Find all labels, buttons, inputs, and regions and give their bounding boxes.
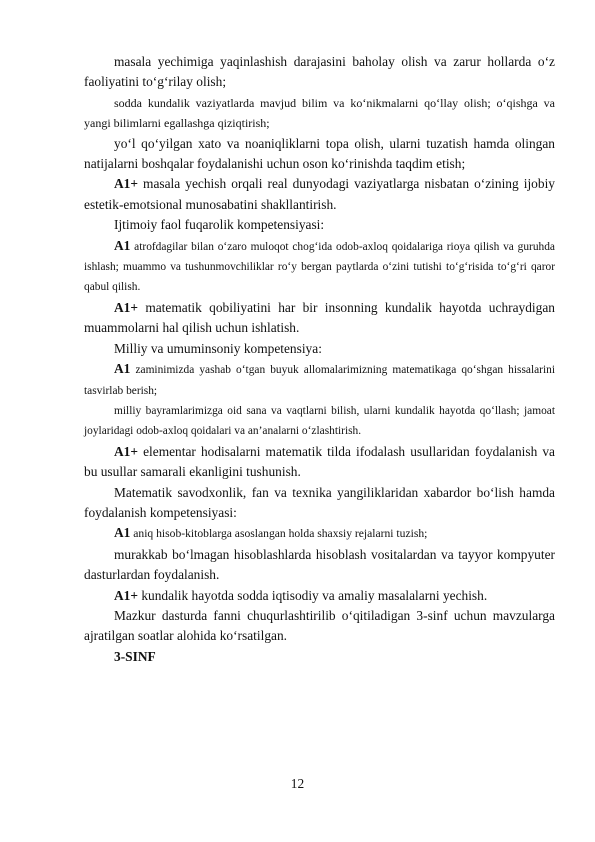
paragraph-15 — [84, 586, 555, 606]
level-label: A1 — [114, 361, 131, 377]
grade-heading-text: 3-SINF — [114, 648, 156, 664]
grade-heading — [84, 647, 555, 667]
paragraph-text: milliy bayramlarimizga oid sana va vaqtlarni bilish, ularni kundalik hayotda qo‘llash; jamoat joylaridagi odob-axloq qoidalari va an’analarni o‘zlashtirish. — [84, 404, 555, 438]
level-label: A1+ — [114, 587, 138, 603]
paragraph-11 — [84, 442, 555, 483]
page-number: 12 — [290, 776, 305, 791]
paragraph-text: masala yechimiga yaqinlashish darajasini baholay olish va zarur hollarda o‘z faoliyatini to‘g‘rilay olish; — [84, 54, 555, 90]
paragraph-text: matematik qobiliyatini har bir insonning kundalik hayotda uchraydigan muammolarni hal qilish uchun ishlatish. — [84, 299, 555, 336]
paragraph-7 — [84, 298, 555, 339]
paragraph-4 — [84, 174, 555, 215]
paragraph-12 — [84, 483, 555, 524]
paragraph-6 — [84, 236, 555, 298]
paragraph-text: kundalik hayotda sodda iqtisodiy va amaliy masalalarni yechish. — [138, 587, 488, 603]
paragraph-2 — [84, 93, 555, 134]
level-label: A1+ — [114, 299, 138, 315]
paragraph-text: atrofdagilar bilan o‘zaro muloqot chog‘ida odob-axloq qoidalariga rioya qilish va guruhda ishlash; muammo va tushunmovchiliklar ro‘y bergan paytlarda o‘zini tutishi to‘g‘risida to‘g‘ri qaror qabul qilish. — [84, 240, 555, 294]
section-heading: Ijtimoiy faol fuqarolik kompetensiyasi: — [114, 217, 325, 233]
paragraph-1 — [84, 52, 555, 93]
section-heading: Matematik savodxonlik, fan va texnika yangiliklaridan xabardor bo‘lish hamda foydalanish kompetensiyasi: — [84, 484, 555, 520]
paragraph-10 — [84, 401, 555, 442]
paragraph-text: zaminimizda yashab o‘tgan buyuk allomalarimizning matematikaga qo‘shgan hissalarini tasvirlab berish; — [84, 364, 555, 397]
section-heading: Milliy va umuminsoniy kompetensiya: — [114, 340, 322, 356]
level-label: A1+ — [114, 443, 138, 459]
paragraph-9 — [84, 359, 555, 401]
paragraph-8 — [84, 339, 555, 359]
paragraph-text: masala yechish orqali real dunyodagi vaziyatlarga nisbatan o‘zining ijobiy estetik-emotsional munosabatini shakllantirish. — [84, 176, 555, 212]
paragraph-14 — [84, 545, 555, 586]
paragraph-5 — [84, 215, 555, 235]
level-label: A1 — [114, 237, 131, 253]
paragraph-13 — [84, 523, 555, 544]
paragraph-text: aniq hisob-kitoblarga asoslangan holda shaxsiy rejalarni tuzish; — [130, 527, 428, 541]
paragraph-text: elementar hodisalarni matematik tilda ifodalash usullaridan foydalanish va bu usullar samarali ekanligini tushunish. — [84, 443, 555, 480]
page-body — [84, 52, 555, 667]
level-label: A1+ — [114, 176, 138, 192]
paragraph-16 — [84, 606, 555, 647]
paragraph-text: murakkab bo‘lmagan hisoblashlarda hisoblash vositalardan va tayyor kompyuter dasturlardan foydalanish. — [84, 546, 555, 583]
level-label: A1 — [114, 525, 131, 541]
paragraph-text: sodda kundalik vaziyatlarda mavjud bilim va ko‘nikmalarni qo‘llay olish; o‘qishga va yangi bilimlarni egallashga qiziqtirish; — [84, 95, 555, 131]
paragraph-text: yo‘l qo‘yilgan xato va noaniqliklarni topa olish, ularni tuzatish hamda olingan natijalarni boshqalar foydalanishi uchun oson ko‘rinishda taqdim etish; — [84, 135, 555, 172]
paragraph-text: Mazkur dasturda fanni chuqurlashtirilib o‘qitiladigan 3-sinf uchun mavzularga ajratilgan soatlar alohida ko‘rsatilgan. — [84, 607, 555, 644]
paragraph-3 — [84, 134, 555, 175]
